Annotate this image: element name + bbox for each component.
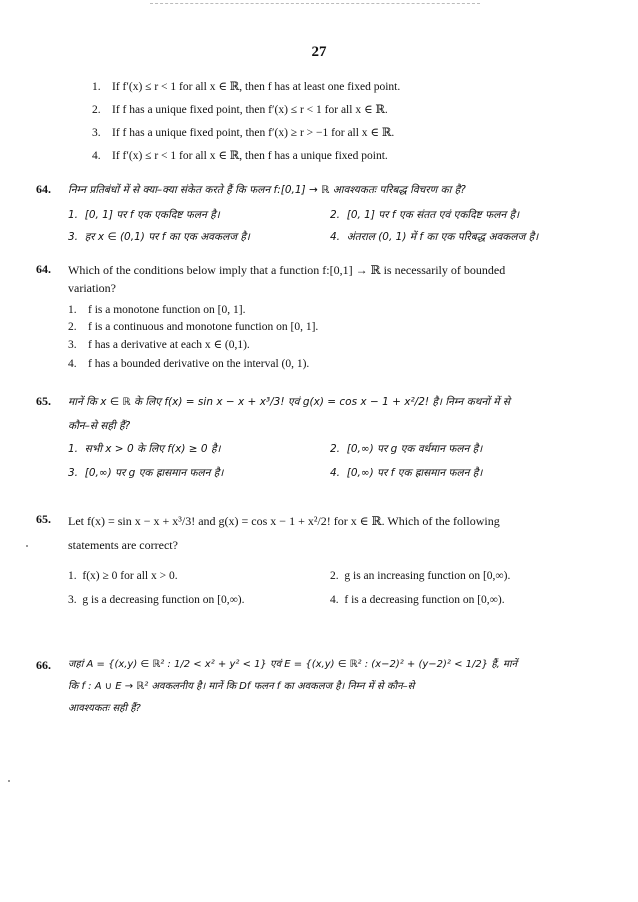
option-grid: [68, 208, 588, 248]
option: 4. f has a bounded derivative on the interval (0, 1).: [68, 358, 310, 370]
scan-speck: [26, 545, 28, 547]
option: 2. [0,∞) पर g एक वर्धमान फलन है।: [330, 443, 483, 455]
option-grid: [68, 442, 588, 486]
option: 4. अंतराल (0, 1) में f का एक परिबद्ध अवकलज है।: [330, 231, 539, 243]
question-number: 66.: [36, 658, 51, 672]
option: 3. हर x ∈ (0,1) पर f का एक अवकलज है।: [68, 231, 250, 243]
prev-option-2: 2. If f has a unique fixed point, then f′(x) ≤ r < 1 for all x ∈ ℝ.: [92, 104, 388, 116]
question-number: 65.: [36, 512, 51, 526]
top-divider: [150, 3, 480, 4]
option: 2. g is an increasing function on [0,∞).: [330, 570, 511, 582]
option: 3. g is a decreasing function on [0,∞).: [68, 594, 245, 606]
option: 1. f is a monotone function on [0, 1].: [68, 304, 246, 316]
option: 4. [0,∞) पर f एक ह्रासमान फलन है।: [330, 467, 483, 479]
page-number: 27: [311, 44, 327, 60]
option: 4. f is a decreasing function on [0,∞).: [330, 594, 505, 606]
option: 1. [0, 1] पर f एक एकदिष्ट फलन है।: [68, 209, 220, 221]
question-number: 65.: [36, 394, 51, 408]
question-number: 64.: [36, 262, 51, 276]
option: 2. [0, 1] पर f एक संतत एवं एकदिष्ट फलन है।: [330, 209, 520, 221]
question-text: Which of the conditions below imply that a function f:[0,1] → ℝ is necessarily of bounded variation?: [68, 263, 506, 295]
prev-option-1: 1. If f′(x) ≤ r < 1 for all x ∈ ℝ, then f has at least one fixed point.: [92, 81, 401, 93]
option: 2. f is a continuous and monotone function on [0, 1].: [68, 321, 319, 333]
question-text-hindi: निम्न प्रतिबंधों में से क्या–क्या संकेत करते हैं कि फलन f:[0,1] → ℝ आवश्यकतः परिबद्ध विचरण का है?: [68, 184, 466, 196]
question-text-hindi: मानें कि x ∈ ℝ के लिए f(x) = sin x − x + x³/3! एवं g(x) = cos x − 1 + x²/2! है। निम्न कथनों में से कौन–से सही हैं?: [68, 396, 510, 432]
prev-option-4: 4. If f′(x) ≤ r < 1 for all x ∈ ℝ, then f has a unique fixed point.: [92, 150, 388, 162]
scan-speck: [8, 780, 10, 782]
option: 3. f has a derivative at each x ∈ (0,1).: [68, 339, 250, 351]
option: 3. [0,∞) पर g एक ह्रासमान फलन है।: [68, 467, 224, 479]
option-grid: [68, 570, 588, 614]
question-text: Let f(x) = sin x − x + x³/3! and g(x) = cos x − 1 + x²/2! for x ∈ ℝ. Which of the following statements are correct?: [68, 514, 500, 552]
option: 1. सभी x > 0 के लिए f(x) ≥ 0 है।: [68, 443, 221, 455]
question-number: 64.: [36, 182, 51, 196]
option: 1. f(x) ≥ 0 for all x > 0.: [68, 570, 178, 582]
question-text-hindi: जहां A = {(x,y) ∈ ℝ² : 1/2 < x² + y² < 1} एवं E = {(x,y) ∈ ℝ² : (x−2)² + (y−2)² < 1/2} हैं, मानें कि f : A ∪ E → ℝ² अवकलनीय है। मानें कि Df फलन f का अवकलज है। निम्न में से कौन–से आवश्यकतः सही हैं?: [68, 659, 518, 714]
prev-option-3: 3. If f has a unique fixed point, then f′(x) ≥ r > −1 for all x ∈ ℝ.: [92, 127, 395, 139]
